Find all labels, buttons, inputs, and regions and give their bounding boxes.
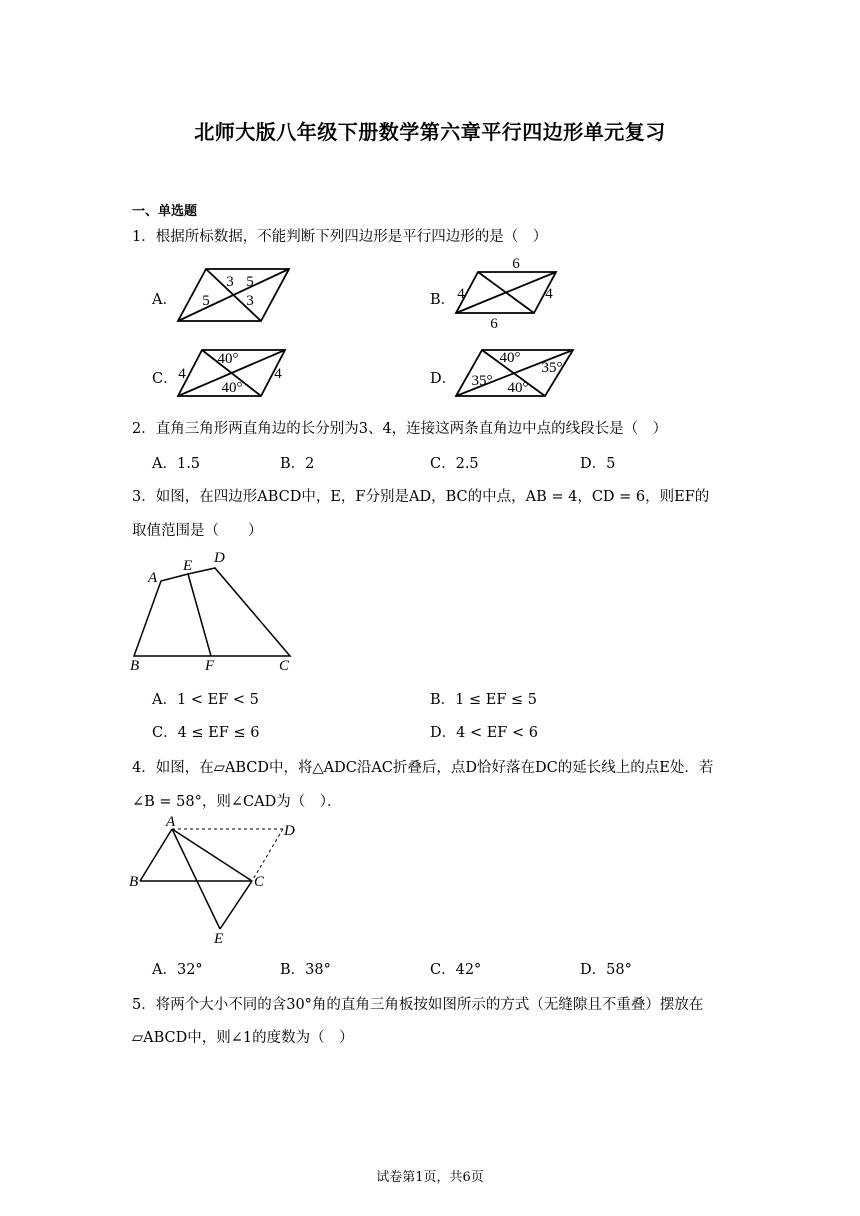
q1a-label-2: 5 — [246, 274, 254, 290]
question-2-stem: 2．直角三角形两直角边的长分别为3、4，连接这两条直角边中点的线段长是（ ） — [132, 421, 668, 437]
q4-option-c[interactable]: C．42° — [430, 962, 482, 978]
q2-option-a[interactable]: A．1.5 — [152, 456, 201, 472]
q1c-label-angle-bottom: 40° — [221, 380, 243, 396]
page-title: 北师大版八年级下册数学第六章平行四边形单元复习 — [194, 120, 666, 144]
q1a-label-1: 3 — [226, 274, 234, 290]
q1a-label-4: 3 — [246, 293, 254, 309]
q3-label-a: A — [148, 570, 158, 586]
q1d-label-angle-right: 35° — [541, 360, 563, 376]
q1-option-c-label: C． — [152, 371, 178, 387]
q3-option-b[interactable]: B．1 ≤ EF ≤ 5 — [430, 692, 537, 708]
question-3-stem-line-1: 3．如图，在四边形ABCD中，E，F分别是AD，BC的中点，AB = 4，CD = 6，则EF的 — [132, 489, 710, 505]
q1c-label-right: 4 — [274, 366, 282, 382]
q3-figure — [128, 546, 298, 672]
q1d-label-angle-top: 40° — [499, 350, 521, 366]
q1c-label-angle-top: 40° — [217, 351, 239, 367]
q1-option-b-label: B． — [430, 292, 456, 308]
q4-label-c: C — [254, 874, 265, 890]
q1b-label-top: 6 — [512, 256, 520, 272]
q3-label-b: B — [130, 658, 140, 674]
q1-figure-c — [172, 342, 297, 402]
q4-label-e: E — [214, 931, 224, 947]
q3-label-c: C — [279, 658, 290, 674]
question-5-stem-line-2: ▱ABCD中，则∠1的度数为（ ） — [132, 1030, 354, 1046]
q1-option-a-label: A． — [152, 292, 177, 308]
q1d-label-angle-left: 35° — [471, 373, 493, 389]
q4-label-b: B — [129, 874, 139, 890]
section-heading: 一、单选题 — [132, 204, 198, 219]
q3-label-d: D — [214, 550, 225, 566]
q3-option-d[interactable]: D．4 < EF < 6 — [430, 725, 538, 741]
q3-label-f: F — [205, 658, 215, 674]
page-footer: 试卷第1页，共6页 — [376, 1170, 484, 1185]
q4-option-a[interactable]: A．32° — [152, 962, 203, 978]
q1-option-d-label: D． — [430, 371, 457, 387]
q1-figure-b — [452, 256, 562, 330]
q3-label-e: E — [183, 558, 193, 574]
q4-label-d: D — [284, 823, 295, 839]
q1-figure-a — [172, 264, 297, 328]
question-5-stem-line-1: 5．将两个大小不同的含30°角的直角三角板按如图所示的方式（无缝隙且不重叠）摆放在 — [132, 997, 704, 1013]
q1d-label-angle-bottom: 40° — [507, 380, 529, 396]
q1c-label-left: 4 — [178, 366, 186, 382]
q4-option-b[interactable]: B．38° — [280, 962, 331, 978]
q1b-label-right: 4 — [545, 286, 553, 302]
q1a-label-3: 5 — [202, 293, 210, 309]
question-1-stem: 1．根据所标数据，不能判断下列四边形是平行四边形的是（ ） — [132, 229, 548, 245]
q1b-label-left: 4 — [457, 286, 465, 302]
question-4-stem-line-2: ∠B = 58°，则∠CAD为（ ）． — [132, 794, 342, 810]
question-4-stem-line-1: 4．如图，在▱ABCD中，将△ADC沿AC折叠后，点D恰好落在DC的延长线上的点E处．若 — [132, 760, 714, 776]
q2-option-d[interactable]: D．5 — [580, 456, 616, 472]
q2-option-b[interactable]: B．2 — [280, 456, 315, 472]
q4-label-a: A — [166, 814, 176, 830]
q3-option-a[interactable]: A．1 < EF < 5 — [152, 692, 259, 708]
q4-figure — [128, 814, 303, 949]
q2-option-c[interactable]: C．2.5 — [430, 456, 479, 472]
q3-option-c[interactable]: C．4 ≤ EF ≤ 6 — [152, 725, 260, 741]
q4-option-d[interactable]: D．58° — [580, 962, 632, 978]
question-3-stem-line-2: 取值范围是（ ） — [132, 523, 263, 539]
q1b-label-bottom: 6 — [490, 316, 498, 332]
q1-figure-d — [452, 342, 577, 402]
